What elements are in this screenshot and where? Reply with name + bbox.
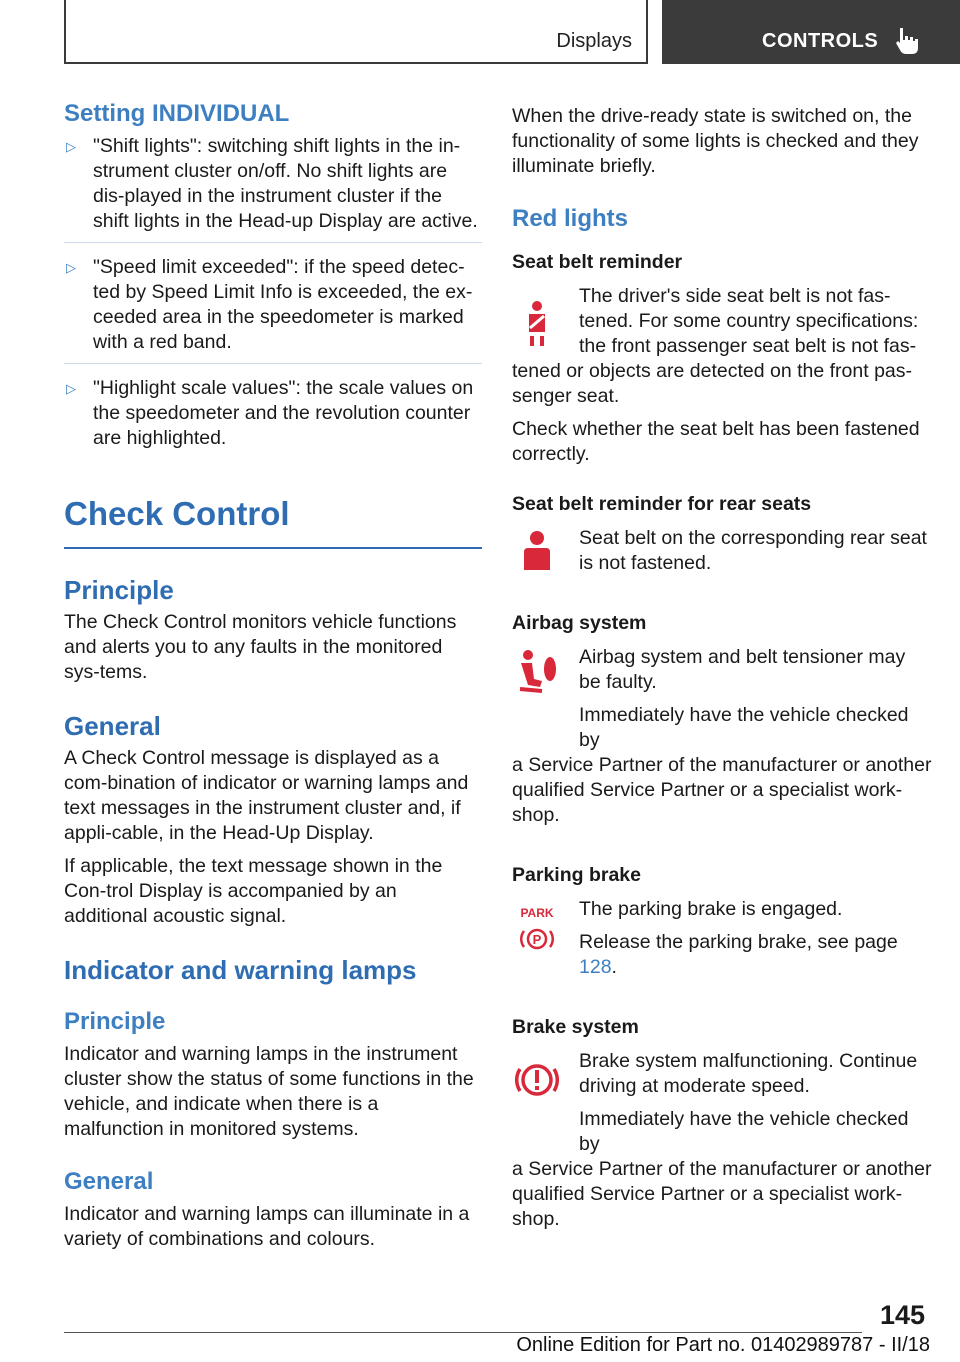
right-column [512,104,932,1240]
header-section-label: Displays [556,30,632,52]
parking-brake-lamp-block [512,897,932,980]
title-rule [64,547,482,549]
pointing-hand-icon [894,26,922,56]
lamps-principle-text: Indicator and warning lamps in the instrument cluster show the status of some functions in the vehicle, and indicate when there is a malfunction in monitored systems. [64,1043,474,1140]
list-item: ▷ "Speed limit exceeded": if the speed detec-ted by Speed Limit Info is exceeded, the ex-ceeded area in the speedometer is marked with a red band. [66,256,473,353]
parking-brake-icon [512,903,562,953]
seatbelt-heading: Seat belt reminder [512,251,683,273]
check-control-title: Check Control [64,495,290,532]
page-number: 145 [880,1300,926,1330]
list-item: ▷ "Highlight scale values": the scale values on the speedometer and the revolution counter are highlighted. [66,377,474,449]
left-column [64,100,482,1260]
principle-text: The Check Control monitors vehicle functions and alerts you to any faults in the monitored sys-tems. [64,611,457,683]
seatbelt-text-1: The driver's side seat belt is not fas-tened. For some country specifications: the front passenger seat belt is not fas- [579,285,919,357]
brake-warning-icon [512,1055,562,1105]
general-text-1: A Check Control message is displayed as a com-bination of indicator or warning lamps and text messages in the instrument cluster and, if appli-cable, in the Head-Up Display. [64,747,469,844]
setting-individual-heading: Setting INDIVIDUAL [64,100,290,127]
header-chapter-label: CONTROLS [762,30,879,52]
seatbelt-icon [512,298,562,348]
header-section-tab [64,0,648,64]
svg-text:P: P [532,932,542,947]
brake-system-heading: Brake system [512,1016,639,1038]
airbag-icon [512,647,562,697]
lamps-principle-heading: Principle [64,1008,166,1035]
rear-seatbelt-text: Seat belt on the corresponding rear seat is not fastened. [579,527,927,574]
brake-system-text-2b: a Service Partner of the manufacturer or another qualified Service Partner or a specialist work-shop. [512,1158,932,1230]
lamps-general-text: Indicator and warning lamps can illuminate in a variety of combinations and colours. [64,1203,470,1250]
brake-system-text-1: Brake system malfunctioning. Continue driving at moderate speed. [579,1050,918,1097]
airbag-lamp-block [512,645,932,753]
page-link[interactable]: 128 [579,956,612,978]
footer-edition: Online Edition for Part no. 01402989787 - II/18 [516,1334,930,1356]
triangle-bullet-icon: ▷ [66,260,76,275]
brake-system-lamp-block [512,1049,932,1157]
brake-system-text-2a: Immediately have the vehicle checked by [579,1108,909,1155]
lamps-general-heading: General [64,1168,154,1195]
seatbelt-text-2: Check whether the seat belt has been fastened correctly. [512,418,920,465]
parking-brake-text-1: The parking brake is engaged. [579,898,843,920]
header-chapter-tab [662,0,960,64]
general-text-2: If applicable, the text message shown in the Con-trol Display is accompanied by an additional acoustic signal. [64,855,443,927]
parking-brake-text-2: Release the parking brake, see page 128. [579,931,898,978]
divider [64,363,482,364]
triangle-bullet-icon: ▷ [66,139,76,154]
airbag-heading: Airbag system [512,612,647,634]
airbag-text-1: Airbag system and belt tensioner may be faulty. [579,646,906,693]
rear-seat-icon [512,526,562,576]
lamps-heading: Indicator and warning lamps [64,955,417,985]
parking-brake-icon-text: PARK [520,906,554,920]
airbag-text-2b: a Service Partner of the manufacturer or another qualified Service Partner or a specialist work-shop. [512,754,932,826]
airbag-text-2a: Immediately have the vehicle checked by [579,704,909,751]
list-item: ▷ "Shift lights": switching shift lights in the in-strument cluster on/off. No shift lights are dis-played in the instrument cluster if the shift lights in the Head-up Display are active. [66,135,478,232]
rear-seatbelt-lamp-block [512,526,932,576]
divider [64,242,482,243]
parking-brake-heading: Parking brake [512,864,641,886]
seatbelt-text-1b: tened or objects are detected on the front pas-senger seat. [512,360,913,407]
intro-text: When the drive-ready state is switched on, the functionality of some lights is checked and they illuminate briefly. [512,105,919,177]
triangle-bullet-icon: ▷ [66,381,76,396]
principle-heading: Principle [64,575,174,605]
rear-seatbelt-heading: Seat belt reminder for rear seats [512,493,812,515]
general-heading: General [64,711,161,741]
seatbelt-lamp-block [512,284,932,359]
red-lights-heading: Red lights [512,205,629,232]
footer-rule [64,1332,862,1333]
